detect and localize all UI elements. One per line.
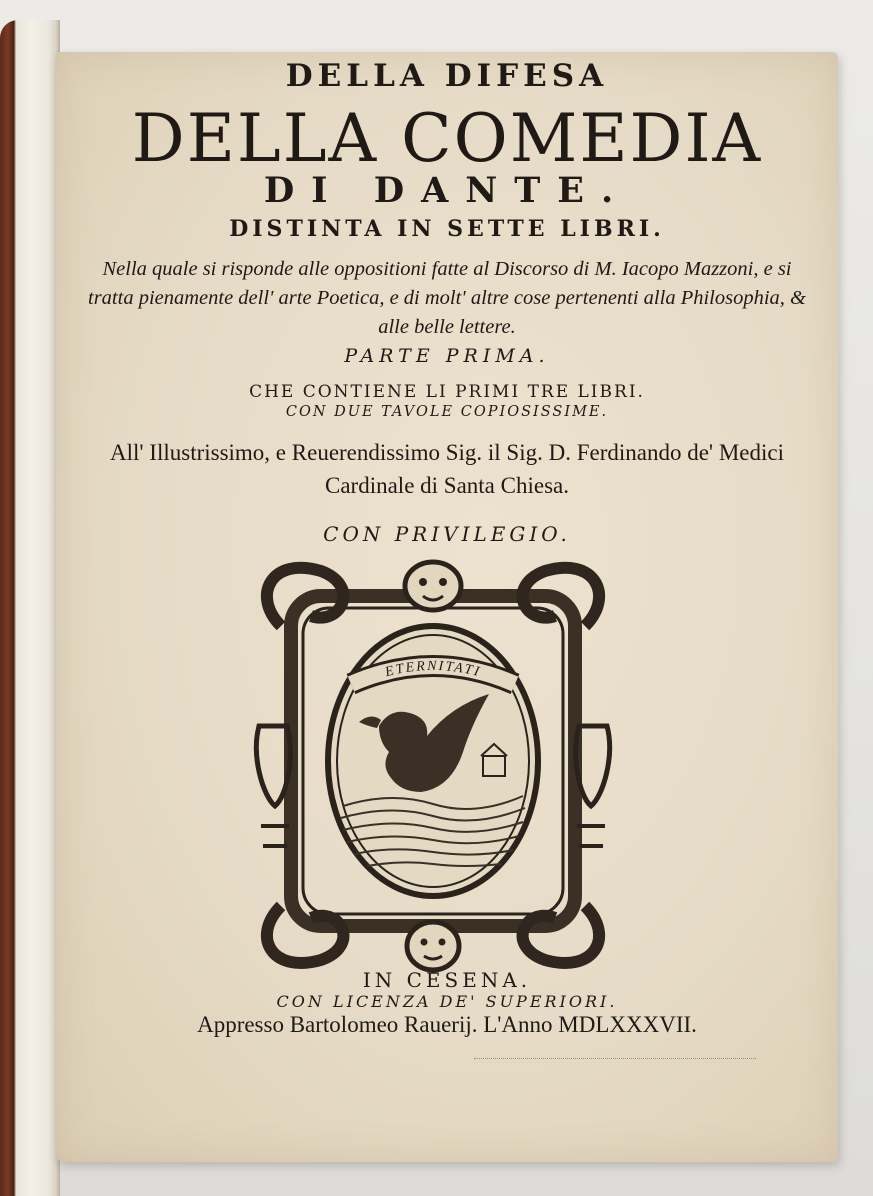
tables-line: CON DUE TAVOLE COPIOSISSIME.: [285, 404, 609, 420]
emblem-motto: ETERNITATI: [383, 658, 483, 681]
top-mask-ornament: [405, 562, 461, 610]
title-line-2: DELLA COMEDIA: [131, 100, 763, 177]
title-page: [56, 52, 838, 1162]
license-line: CON LICENZA DE' SUPERIORI.: [276, 992, 618, 1011]
privilege-line: CON PRIVILEGIO.: [323, 522, 571, 546]
dotted-rule: [474, 1058, 756, 1060]
part-label: PARTE PRIMA.: [344, 345, 550, 367]
title-line-1: DELLA DIFESA: [285, 58, 609, 94]
printer-emblem-woodcut: [251, 556, 615, 976]
dedication: All' Illustrissimo, e Reuerendissimo Sig. il Sig. D. Ferdinando de' Medici Cardinale di Santa Chiesa.: [110, 440, 784, 498]
imprint-line: Appresso Bartolomeo Rauerij. L'Anno MDLXXXVII.: [197, 1012, 697, 1037]
bottom-mask-ornament: [407, 922, 459, 970]
description-paragraph: Nella quale si risponde alle oppositioni fatte al Discorso di M. Iacopo Mazzoni, e si tratta pienamente dell' arte Poetica, e di molt' altre cose pertenenti alla Philosophia, & alle belle lettere.: [88, 258, 806, 338]
contents-line: CHE CONTIENE LI PRIMI TRE LIBRI.: [249, 382, 645, 402]
subtitle-books: DISTINTA IN SETTE LIBRI.: [229, 216, 665, 242]
book-binding-edge: [0, 20, 60, 1196]
place-line: IN CESENA.: [362, 968, 532, 992]
title-line-3: DI DANTE.: [263, 170, 631, 211]
